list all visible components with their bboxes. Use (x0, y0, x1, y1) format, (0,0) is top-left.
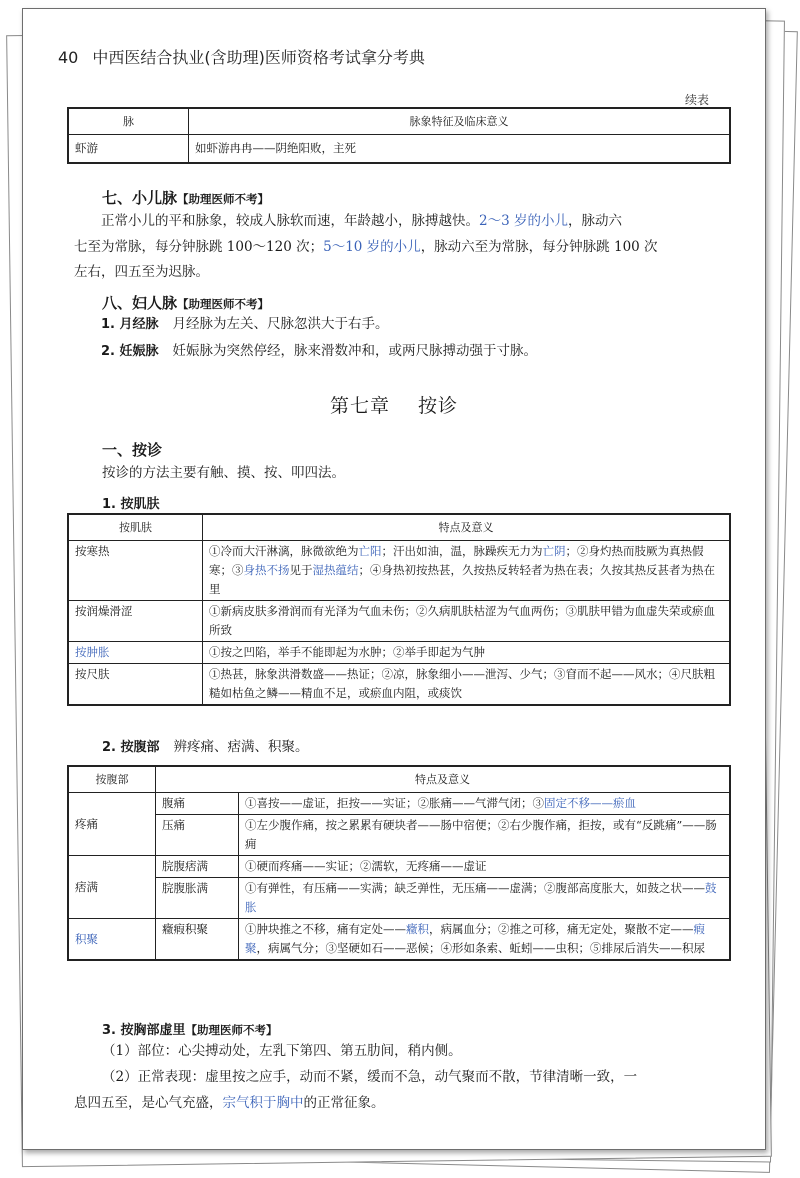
section-7-heading (102, 187, 269, 208)
text-run: 七至为常脉，每分钟脉跳 100～120 次； (74, 238, 324, 255)
text-run: 见于 (289, 563, 313, 577)
list-item (101, 339, 537, 365)
pulse-table (67, 107, 731, 164)
highlight-text: 瘕聚 (245, 922, 705, 955)
abdomen-table (67, 765, 731, 961)
row-name: 按寒热 (68, 541, 203, 601)
subsection-3-point-2 (74, 1065, 744, 1116)
section-7-title: 七、小儿脉 (102, 189, 178, 207)
item-text: 月经脉为左关、尺脉忽洪大于右手。 (172, 316, 389, 332)
chapter-heading (23, 391, 765, 418)
section-1-heading: 一、按诊 (102, 441, 163, 459)
text-run: ；②身灼热而肢厥为真热假寒；③ (209, 544, 704, 577)
text-run: 的正常征象。 (303, 1094, 385, 1111)
subsection-3-title: 3. 按胸部虚里 (102, 1023, 186, 1038)
row-name: 按肿胀 (68, 642, 203, 664)
text-run: ；汗出如油，温，脉躁疾无力为 (381, 544, 543, 558)
section-1-intro: 按诊的方法主要有触、摸、按、叩四法。 (102, 465, 345, 481)
item-label: 2. 妊娠脉 (101, 344, 159, 359)
highlight-text: 宗气积于胸中 (222, 1094, 304, 1111)
exam-note-tag: 【助理医师不考】 (177, 192, 270, 206)
highlight-text: 癥积 (406, 922, 429, 936)
subsection-2-text: 辨疼痛、痞满、积聚。 (173, 739, 309, 755)
text-run: ①有弹性，有压痛——实满；缺乏弹性，无压痛——虚满；②腹部高度胀大，如鼓之状—— (245, 881, 705, 895)
table-row (68, 601, 730, 642)
chapter-title: 按诊 (418, 395, 459, 417)
text-run: ①喜按——虚证，拒按——实证；②胀痛——气滞气闭；③ (245, 796, 544, 810)
table-row (68, 919, 730, 961)
highlight-text: 亡阳 (358, 544, 382, 558)
row-name: 腹痛 (156, 793, 239, 815)
exam-note-tag: 【助理医师不考】 (185, 1023, 278, 1037)
text-run: ，病属血分；②推之可移，痛无定处，聚散不定—— (429, 922, 694, 936)
book-title: 中西医结合执业(含助理)医师资格考试拿分考典 (92, 48, 425, 67)
highlight-text: 鼓胀 (245, 881, 717, 914)
list-item (101, 312, 389, 338)
skin-col-header: 按肌肤 (68, 514, 203, 541)
row-desc (239, 878, 731, 919)
section-8-heading (102, 292, 269, 313)
row-desc: ①硬而疼痛——实证；②濡软，无疼痛——虚证 (239, 856, 731, 878)
row-name: 按尺肤 (68, 664, 203, 706)
row-desc (239, 919, 731, 961)
table-row (68, 541, 730, 601)
group-name: 积聚 (68, 919, 156, 961)
highlight-text: 亡阴 (542, 544, 566, 558)
skin-desc-header: 特点及意义 (203, 514, 731, 541)
subsection-3-heading (102, 1019, 278, 1038)
text-run: 正常小儿的平和脉象，较成人脉软而速，年龄越小，脉搏越快。 (101, 213, 479, 229)
group-name: 痞满 (68, 856, 156, 919)
group-name: 疼痛 (68, 793, 156, 856)
pulse-desc-header: 脉象特征及临床意义 (189, 108, 731, 135)
skin-table (67, 513, 731, 706)
row-desc (203, 541, 731, 601)
continued-label: 续表 (684, 93, 709, 107)
running-header (58, 45, 425, 68)
section-8-title: 八、妇人脉 (102, 294, 178, 312)
highlight-text: 身热不扬 (243, 563, 290, 577)
pulse-desc: 如虾游冉冉——阴绝阳败，主死 (189, 135, 731, 164)
row-name: 癥瘕积聚 (156, 919, 239, 961)
abd-desc-header: 特点及意义 (156, 766, 731, 793)
table-row (68, 135, 730, 164)
page-number: 40 (58, 48, 79, 67)
book-page (22, 8, 766, 1150)
chapter-number: 第七章 (329, 395, 390, 417)
table-row (68, 815, 730, 856)
row-desc: ①左少腹作痛，按之累累有硬块者——肠中宿便；②右少腹作痛，拒按，或有“反跳痛”——肠痈 (239, 815, 731, 856)
table-row (68, 664, 730, 706)
exam-note-tag: 【助理医师不考】 (177, 297, 270, 311)
table-row (68, 878, 730, 919)
table-row (68, 642, 730, 664)
text-run: ，脉动六 (567, 213, 622, 229)
highlight-text: 2～3 岁的小儿 (479, 213, 568, 229)
section-7-paragraph (74, 209, 740, 286)
row-name: 按润燥滑涩 (68, 601, 203, 642)
text-run: ①肿块推之不移，痛有定处—— (245, 922, 406, 936)
row-name: 脘腹痞满 (156, 856, 239, 878)
row-desc: ①热甚，脉象洪滑数盛——热证；②凉，脉象细小——泄泻、少气；③窅而不起——风水；④尺肤粗糙如枯鱼之鳞——精血不足，或瘀血内阻，或痰饮 (203, 664, 731, 706)
subsection-2-heading (102, 735, 309, 761)
text-run: （2）正常表现：虚里按之应手，动而不紧，缓而不急，动气聚而不散，节律清晰一致，一 (102, 1069, 638, 1085)
abd-col-header: 按腹部 (68, 766, 156, 793)
text-run: ①冷而大汗淋漓，脉微欲绝为 (209, 544, 359, 558)
text-run: 息四五至，是心气充盛， (74, 1094, 223, 1111)
text-run: ；④身热初按热甚，久按热反转轻者为热在表；久按其热反甚者为热在里 (209, 563, 715, 596)
subsection-2-label: 2. 按腹部 (102, 740, 160, 755)
pulse-col-header: 脉 (68, 108, 189, 135)
subsection-1-heading: 1. 按肌肤 (102, 497, 160, 512)
row-desc: ①按之凹陷，举手不能即起为水肿；②举手即起为气肿 (203, 642, 731, 664)
text-run: 左右，四五至为迟脉。 (74, 264, 209, 280)
text-run: ，病属气分；③坚硬如石——恶候；④形如条索、蚯蚓——虫积；⑤排尿后消失——积尿 (256, 941, 705, 955)
pulse-name: 虾游 (68, 135, 189, 164)
row-desc: ①新病皮肤多滑润而有光泽为气血未伤；②久病肌肤枯涩为气血两伤；③肌肤甲错为血虚失荣或瘀血所致 (203, 601, 731, 642)
table-row (68, 856, 730, 878)
row-desc (239, 793, 731, 815)
text-run: ，脉动六至为常脉，每分钟脉跳 100 次 (420, 238, 658, 255)
highlight-text: 湿热蕴结 (312, 563, 359, 577)
item-text: 妊娠脉为突然停经，脉来滑数冲和，或两尺脉搏动强于寸脉。 (172, 343, 538, 359)
row-name: 压痛 (156, 815, 239, 856)
subsection-3-point-1: （1）部位：心尖搏动处，左乳下第四、第五肋间，稍内侧。 (102, 1043, 462, 1059)
highlight-text: 固定不移——瘀血 (544, 796, 636, 810)
highlight-text: 5～10 岁的小儿 (323, 238, 421, 255)
table-row (68, 793, 730, 815)
item-label: 1. 月经脉 (101, 317, 159, 332)
row-name: 脘腹胀满 (156, 878, 239, 919)
